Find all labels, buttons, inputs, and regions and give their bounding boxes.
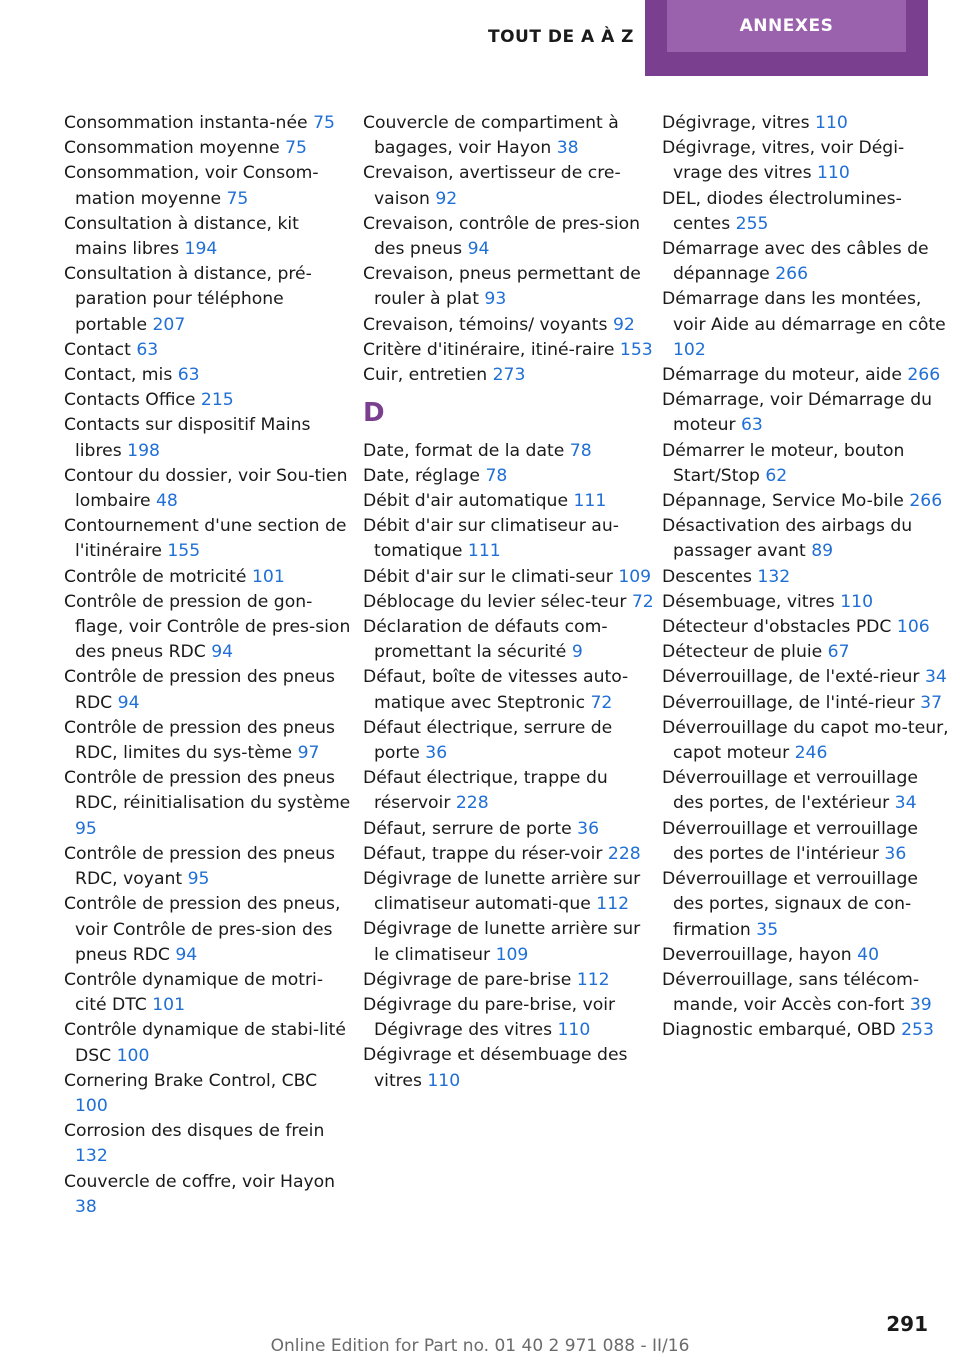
index-entry-text: Crevaison, pneus permettant de rouler à plat xyxy=(363,264,641,310)
index-entry-text: Contrôle de pression des pneus, voir Contrôle de pres-sion des pneus RDC xyxy=(64,894,341,965)
index-entry xyxy=(64,1170,354,1220)
index-entry-text: Démarrer le moteur, bouton Start/Stop xyxy=(662,440,905,486)
index-entry xyxy=(64,1018,354,1068)
index-entry-text: Couvercle de coffre, voir Hayon xyxy=(64,1171,336,1192)
index-entry xyxy=(363,766,655,816)
index-entry xyxy=(662,716,952,766)
index-entry-text: Contrôle de pression de gon-flage, voir Contrôle de pres-sion des pneus RDC xyxy=(64,591,351,663)
index-entry-text: Contact, mis xyxy=(64,365,178,386)
index-entry-text: Déverrouillage du capot mo-teur, capot moteur xyxy=(662,717,949,764)
index-entry-text: Dégivrage de lunette arrière sur climatiseur automati-que xyxy=(363,869,641,915)
page-link[interactable]: 112 xyxy=(576,969,610,990)
footer-edition: Online Edition for Part no. 01 40 2 971 088 - II/16 xyxy=(270,1336,690,1356)
page-link[interactable]: 255 xyxy=(735,213,769,234)
index-entry-text: Consultation à distance, kit mains libres xyxy=(64,213,299,260)
page-link[interactable]: 101 xyxy=(251,566,285,587)
index-entry-text: Déblocage du levier sélec-teur xyxy=(363,591,632,612)
index-entry-text: Diagnostic embarqué, OBD xyxy=(662,1020,902,1041)
index-column-1 xyxy=(64,111,354,1220)
page-link[interactable]: 94 xyxy=(467,239,490,260)
index-entry xyxy=(64,842,354,892)
index-entry xyxy=(363,212,655,262)
index-entry xyxy=(64,665,354,715)
index-entry-text: Défaut, trappe du réser-voir xyxy=(363,843,608,864)
index-entry-text: Crevaison, témoins/ voyants xyxy=(363,314,613,335)
index-entry xyxy=(363,993,655,1043)
page-link[interactable]: 273 xyxy=(492,365,526,386)
page-link[interactable]: 94 xyxy=(117,692,140,713)
index-entry-text: Désembuage, vitres xyxy=(662,591,841,612)
index-entry xyxy=(363,968,655,993)
page-link[interactable]: 253 xyxy=(901,1020,934,1041)
page-link[interactable]: 78 xyxy=(485,465,508,486)
index-entry xyxy=(662,640,952,665)
index-entry xyxy=(64,413,354,463)
index-entry-text: Crevaison, avertisseur de cre-vaison xyxy=(363,163,621,209)
index-entry xyxy=(64,262,354,338)
index-entry xyxy=(662,867,952,943)
page-link[interactable]: 9 xyxy=(571,642,583,663)
page-link[interactable]: 101 xyxy=(152,995,186,1016)
page-link[interactable]: 75 xyxy=(226,188,249,209)
index-column-3 xyxy=(662,111,952,1044)
page-link[interactable]: 72 xyxy=(631,591,654,612)
index-entry xyxy=(64,212,354,262)
index-entry xyxy=(363,262,655,312)
index-entry-text: Déverrouillage, de l'inté-rieur xyxy=(662,692,921,713)
index-entry xyxy=(662,615,952,640)
index-entry xyxy=(662,439,952,489)
index-entry xyxy=(662,136,952,186)
index-entry xyxy=(64,590,354,666)
index-entry xyxy=(662,363,952,388)
page-link[interactable]: 153 xyxy=(619,339,653,360)
index-entry-text: Dépannage, Service Mo-bile xyxy=(662,491,910,512)
index-entry-text: Déverrouillage, de l'exté-rieur xyxy=(662,667,925,688)
index-entry-text: Dégivrage du pare-brise, voir Dégivrage des vitres xyxy=(363,995,616,1041)
index-entry xyxy=(363,716,655,766)
index-entry-text: Démarrage avec des câbles de dépannage xyxy=(662,239,929,285)
page-link[interactable]: 63 xyxy=(136,339,159,360)
page-link[interactable]: 67 xyxy=(827,642,850,663)
page-link[interactable]: 38 xyxy=(556,138,579,159)
page-link[interactable]: 207 xyxy=(152,314,186,335)
page-link[interactable]: 246 xyxy=(794,743,828,764)
index-entry xyxy=(662,287,952,363)
page-link[interactable]: 89 xyxy=(811,541,834,562)
index-entry xyxy=(363,313,655,338)
page-link[interactable]: 100 xyxy=(116,1045,150,1066)
index-entry-text: Débit d'air automatique xyxy=(363,491,574,512)
chapter-tab-label: ANNEXES xyxy=(667,0,906,52)
page-link[interactable]: 34 xyxy=(924,667,947,688)
index-entry-text: Contrôle de pression des pneus RDC, voyant xyxy=(64,843,335,890)
page-link[interactable]: 75 xyxy=(285,138,307,159)
index-entry xyxy=(662,968,952,1018)
index-entry-text: Déverrouillage et verrouillage des portes de l'intérieur xyxy=(662,818,918,864)
index-entry-text: Cuir, entretien xyxy=(363,365,493,386)
index-entry-text: Crevaison, contrôle de pres-sion des pneus xyxy=(363,213,641,260)
index-entry xyxy=(64,565,354,590)
index-entry xyxy=(363,363,655,388)
index-entry-text: Consultation à distance, pré-paration pour téléphone portable xyxy=(64,264,312,335)
page-link[interactable]: 266 xyxy=(909,491,943,512)
page-link[interactable]: 72 xyxy=(590,692,613,713)
index-entry xyxy=(363,464,655,489)
index-entry-text: Contacts sur dispositif Mains libres xyxy=(64,415,311,461)
index-entry xyxy=(662,1018,952,1043)
index-entry xyxy=(363,489,655,514)
index-entry xyxy=(363,817,655,842)
page-number: 291 xyxy=(886,1312,928,1336)
index-entry xyxy=(363,917,655,967)
page-link[interactable]: 36 xyxy=(577,818,600,839)
index-entry xyxy=(64,388,354,413)
index-entry xyxy=(662,187,952,237)
index-entry xyxy=(64,766,354,842)
index-column-2 xyxy=(363,111,655,1094)
page-link[interactable]: 100 xyxy=(75,1095,108,1116)
index-entry xyxy=(662,237,952,287)
index-entry-text: Dégivrage de pare-brise xyxy=(363,969,577,990)
index-entry-text: Déverrouillage, sans télécom-mande, voir Accès con-fort xyxy=(662,969,920,1016)
index-entry-text: Contournement d'une section de l'itinéraire xyxy=(64,516,347,562)
page-link[interactable]: 36 xyxy=(425,743,448,764)
page-link[interactable]: 36 xyxy=(884,843,907,864)
index-entry xyxy=(64,161,354,211)
index-entry-text: Critère d'itinéraire, itiné-raire xyxy=(363,339,620,360)
index-entry xyxy=(64,514,354,564)
index-entry-text: Couvercle de compartiment à bagages, voir Hayon xyxy=(363,113,619,159)
page-link[interactable]: 266 xyxy=(907,365,941,386)
index-entry-text: Désactivation des airbags du passager avant xyxy=(662,516,913,562)
index-entry xyxy=(363,514,655,564)
index-entry xyxy=(662,691,952,716)
index-entry xyxy=(363,565,655,590)
page-link[interactable]: 110 xyxy=(815,113,848,133)
index-entry xyxy=(64,716,354,766)
index-entry xyxy=(64,968,354,1018)
page-link[interactable]: 62 xyxy=(765,465,788,486)
index-entry xyxy=(363,665,655,715)
index-entry xyxy=(64,338,354,363)
page-link[interactable]: 92 xyxy=(612,314,635,335)
page-link[interactable]: 48 xyxy=(155,491,178,512)
index-entry-text: Démarrage dans les montées, voir Aide au démarrage en côte xyxy=(662,289,946,335)
index-entry xyxy=(662,817,952,867)
index-entry-text: Deverrouillage, hayon xyxy=(662,944,858,965)
index-entry-text: Contrôle de pression des pneus RDC xyxy=(64,667,335,713)
page-link[interactable]: 63 xyxy=(177,365,200,386)
page-link[interactable]: 228 xyxy=(607,843,641,864)
index-entry-text: Détecteur de pluie xyxy=(662,642,828,663)
page-link[interactable]: 132 xyxy=(757,566,791,587)
index-entry xyxy=(363,161,655,211)
index-entry-text: Dégivrage, vitres xyxy=(662,113,816,133)
page-link[interactable]: 266 xyxy=(775,264,809,285)
page-link[interactable]: 109 xyxy=(495,944,529,965)
page-link[interactable]: 109 xyxy=(618,566,652,587)
index-entry-text: Contacts Office xyxy=(64,390,201,411)
index-entry-text: Débit d'air sur climatiseur au-tomatique xyxy=(363,516,619,562)
index-entry xyxy=(363,867,655,917)
page-link[interactable]: 102 xyxy=(673,339,706,360)
page-link[interactable]: 93 xyxy=(484,289,507,310)
page-link[interactable]: 35 xyxy=(756,919,779,940)
page-link[interactable]: 94 xyxy=(175,944,198,965)
index-entry-text: Cornering Brake Control, CBC xyxy=(64,1070,318,1091)
index-entry xyxy=(662,766,952,816)
index-entry xyxy=(662,111,952,136)
index-entry-text: Dégivrage de lunette arrière sur le climatiseur xyxy=(363,919,641,965)
page-link[interactable]: 37 xyxy=(920,692,943,713)
page-link[interactable]: 110 xyxy=(557,1020,591,1041)
index-entry-text: Démarrage du moteur, aide xyxy=(662,365,908,386)
index-entry-text: Détecteur d'obstacles PDC xyxy=(662,617,897,638)
index-entry-text: Consommation, voir Consom-mation moyenne xyxy=(64,163,319,209)
page-link[interactable]: 78 xyxy=(569,440,592,461)
page-link[interactable]: 75 xyxy=(313,113,335,133)
page-link[interactable]: 194 xyxy=(184,239,218,260)
index-entry xyxy=(64,1069,354,1119)
page-link[interactable]: 94 xyxy=(211,642,234,663)
page-link[interactable]: 38 xyxy=(75,1196,97,1217)
index-entry xyxy=(363,590,655,615)
index-entry xyxy=(662,388,952,438)
page-link[interactable]: 97 xyxy=(297,743,320,764)
index-entry xyxy=(662,590,952,615)
index-entry-text: Défaut, serrure de porte xyxy=(363,818,578,839)
index-entry xyxy=(662,489,952,514)
index-entry-text: Contrôle de pression des pneus RDC, limites du sys-tème xyxy=(64,717,335,764)
index-letter-heading: D xyxy=(363,397,385,428)
index-entry xyxy=(363,338,655,363)
page-link[interactable]: 95 xyxy=(187,869,210,890)
index-entry-text: Contact xyxy=(64,339,137,360)
page-link[interactable]: 110 xyxy=(427,1070,461,1091)
index-entry-text: Contour du dossier, voir Sou-tien lombaire xyxy=(64,465,348,512)
page-link[interactable]: 106 xyxy=(896,617,930,638)
index-entry-text: Date, réglage xyxy=(363,465,486,486)
index-entry xyxy=(363,439,655,464)
chapter-tab[interactable] xyxy=(645,0,928,76)
index-entry xyxy=(662,943,952,968)
index-entry xyxy=(662,665,952,690)
index-entry-text: Déverrouillage et verrouillage des portes, signaux de con-firmation xyxy=(662,869,918,940)
page-link[interactable]: 132 xyxy=(75,1146,108,1167)
index-entry xyxy=(64,464,354,514)
index-entry xyxy=(64,892,354,968)
index-entry-text: Déverrouillage et verrouillage des portes, de l'extérieur xyxy=(662,768,918,814)
index-entry xyxy=(64,363,354,388)
page-link[interactable]: 95 xyxy=(75,818,97,839)
index-entry xyxy=(363,111,655,161)
index-entry-text: Contrôle dynamique de stabi-lité DSC xyxy=(64,1020,346,1066)
section-title: TOUT DE A À Z xyxy=(488,27,634,47)
index-entry-text: Contrôle dynamique de motri-cité DTC xyxy=(64,969,324,1016)
page-link[interactable]: 110 xyxy=(840,591,874,612)
index-entry xyxy=(363,1043,655,1093)
index-entry-text: Dégivrage et désembuage des vitres xyxy=(363,1045,628,1091)
index-entry-text: Débit d'air sur le climati-seur xyxy=(363,566,619,587)
index-entry-text: Contrôle de pression des pneus RDC, réinitialisation du système xyxy=(64,768,351,814)
index-entry-text: Défaut, boîte de vitesses auto-matique avec Steptronic xyxy=(363,667,629,713)
page-link[interactable]: 111 xyxy=(467,541,501,562)
index-entry-text: Déclaration de défauts com-promettant la sécurité xyxy=(363,617,608,663)
page-link[interactable]: 111 xyxy=(573,491,607,512)
page-link[interactable]: 155 xyxy=(167,541,201,562)
index-entry-text: Dégivrage, vitres, voir Dégi-vrage des vitres xyxy=(662,138,905,184)
index-entry xyxy=(64,1119,354,1169)
index-entry-text: Consommation instanta-née xyxy=(64,113,314,133)
page-link[interactable]: 215 xyxy=(200,390,234,411)
index-entry-text: Défaut électrique, serrure de porte xyxy=(363,717,613,764)
page-link[interactable]: 63 xyxy=(741,415,763,436)
index-entry-text: Défaut électrique, trappe du réservoir xyxy=(363,768,608,814)
index-entry xyxy=(64,136,354,161)
index-entry xyxy=(363,842,655,867)
page-link[interactable]: 40 xyxy=(857,944,880,965)
page-link[interactable]: 34 xyxy=(894,793,917,814)
index-entry-text: Descentes xyxy=(662,566,758,587)
page-link[interactable]: 92 xyxy=(435,188,458,209)
index-entry-text: Consommation moyenne xyxy=(64,138,286,159)
index-entry xyxy=(662,514,952,564)
index-entry-text: Date, format de la date xyxy=(363,440,570,461)
page-link[interactable]: 110 xyxy=(817,163,850,184)
page-link[interactable]: 112 xyxy=(596,894,630,915)
index-entry xyxy=(64,111,354,136)
index-entry-text: Démarrage, voir Démarrage du moteur xyxy=(662,390,933,436)
index-entry-text: Corrosion des disques de frein xyxy=(64,1121,325,1142)
index-entry-text: DEL, diodes électrolumines-centes xyxy=(662,188,902,234)
page-link[interactable]: 198 xyxy=(127,440,160,461)
index-entry-text: Contrôle de motricité xyxy=(64,566,252,587)
index-entry xyxy=(662,565,952,590)
page-link[interactable]: 39 xyxy=(909,995,932,1016)
index-entry xyxy=(363,615,655,665)
page-link[interactable]: 228 xyxy=(455,793,489,814)
